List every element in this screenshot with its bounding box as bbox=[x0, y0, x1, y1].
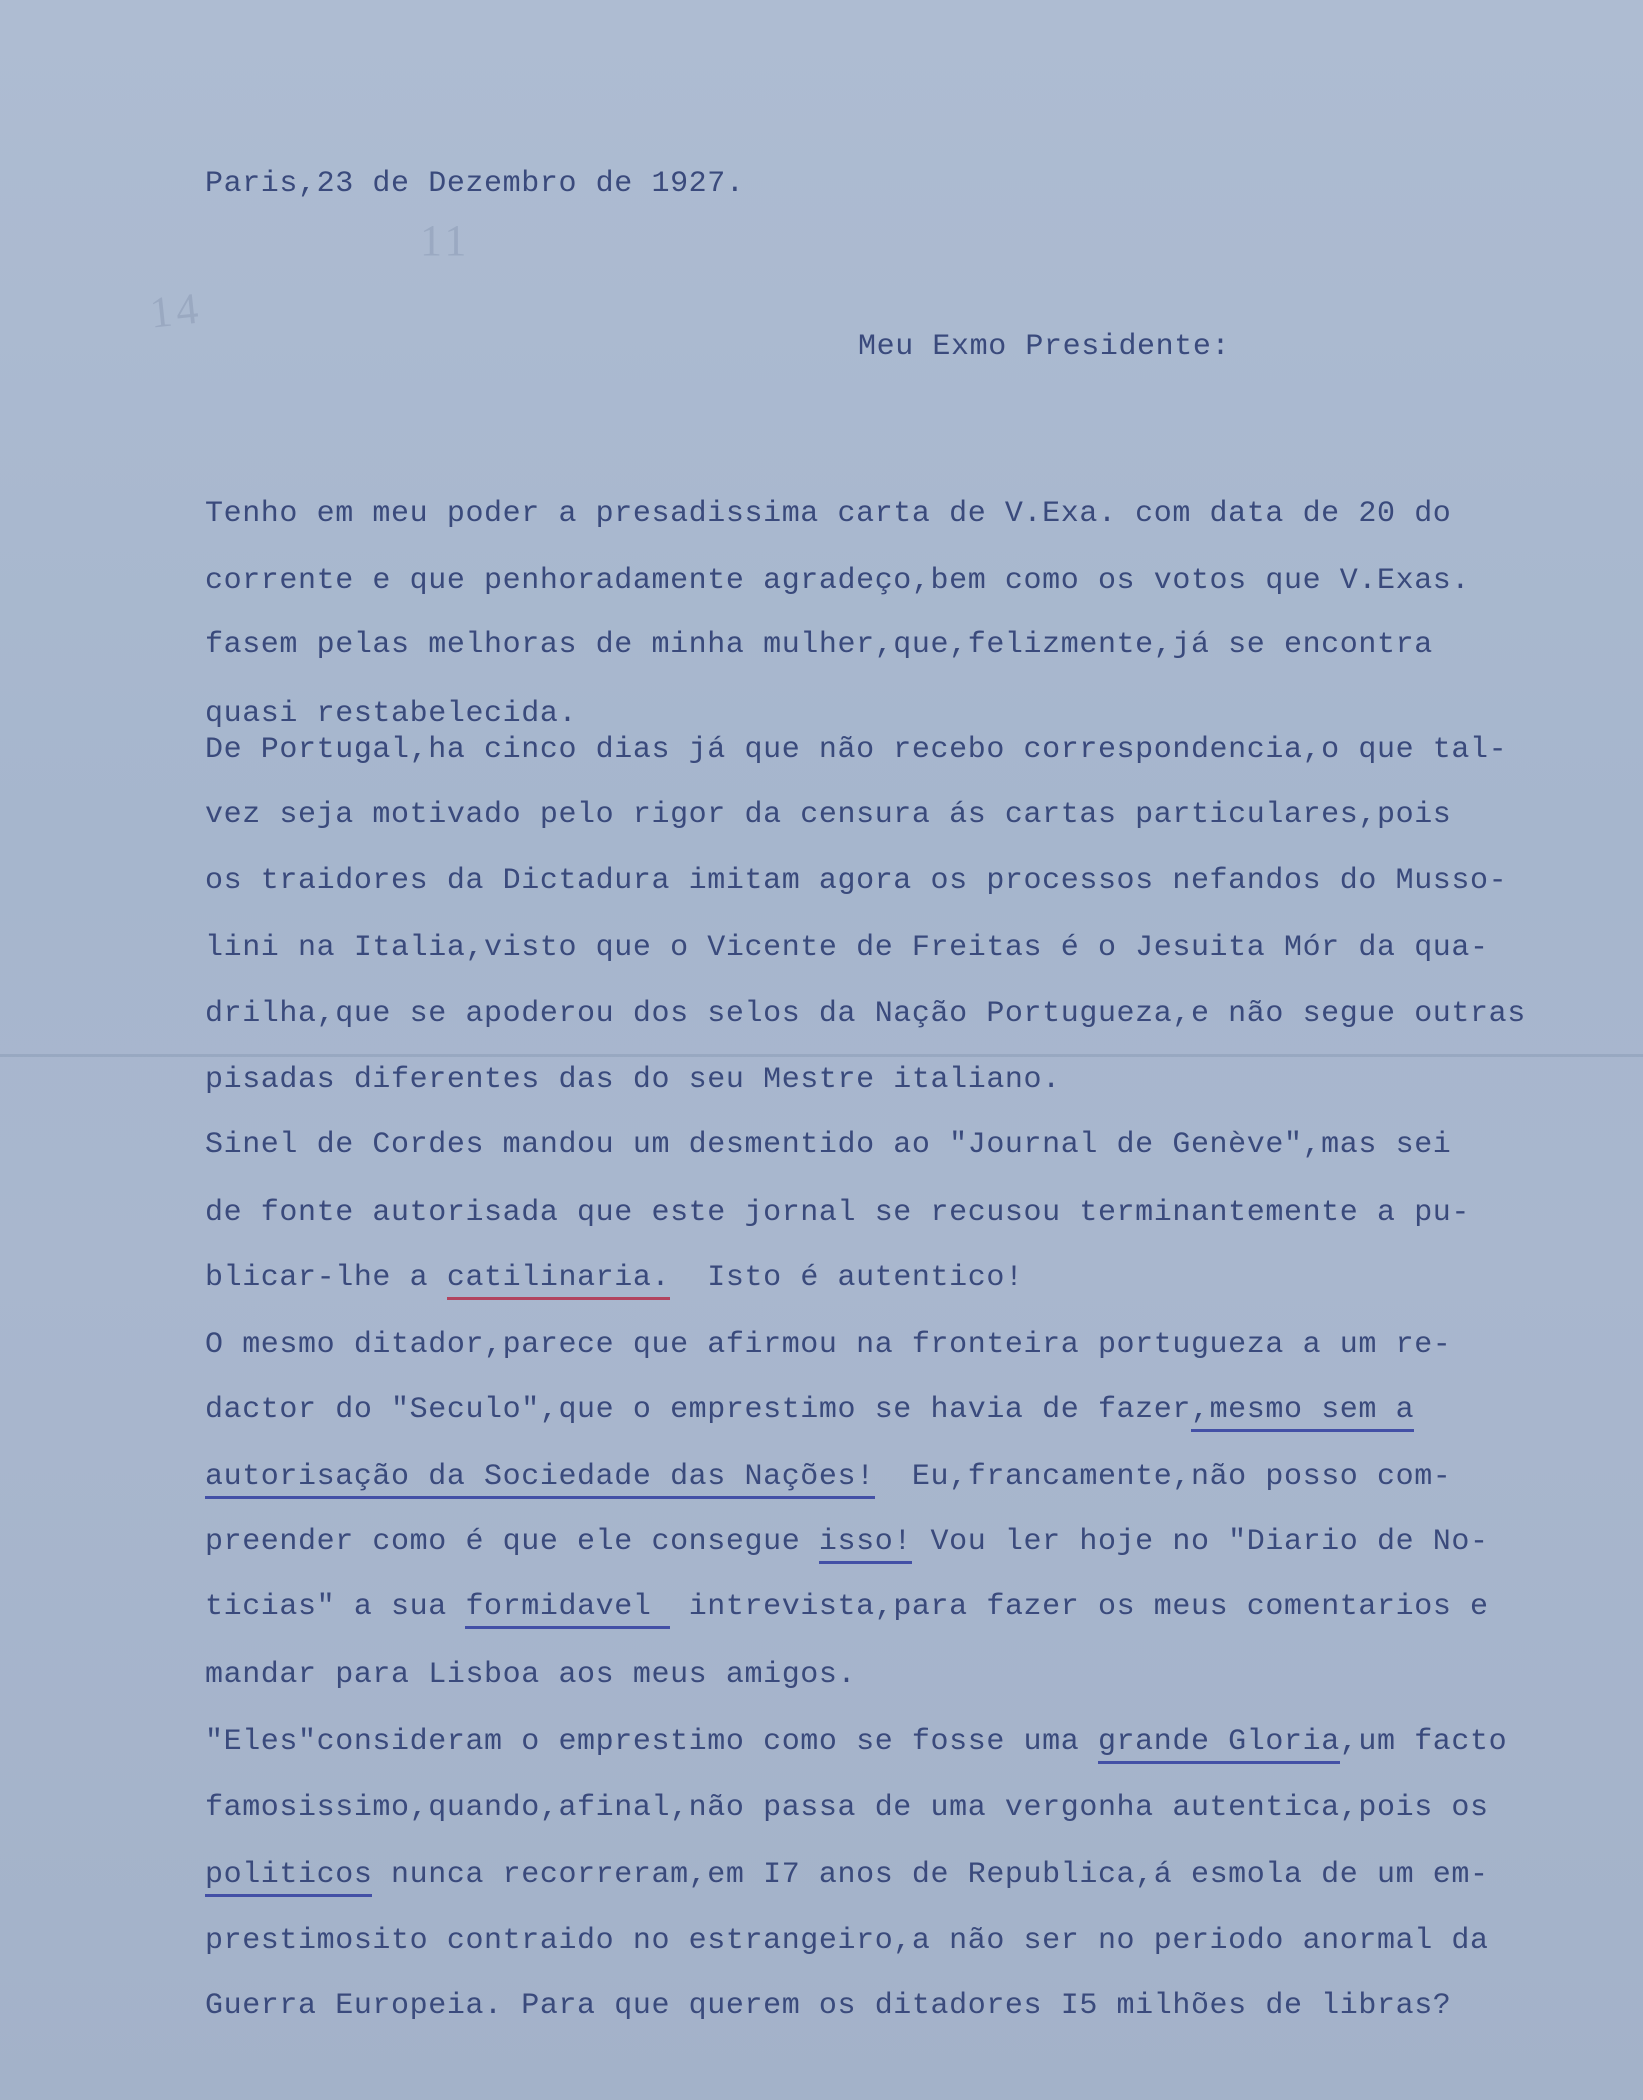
faint-pencil-mark: 11 bbox=[420, 216, 471, 265]
letter-line bbox=[205, 1128, 1451, 1162]
letter-line bbox=[205, 997, 1526, 1031]
letter-line bbox=[205, 931, 1489, 965]
letter-line-text: drilha,que se apoderou dos selos da Nação Portugueza,e não segue outras bbox=[205, 997, 1526, 1031]
letter-greeting: Meu Exmo Presidente: bbox=[858, 330, 1231, 364]
letter-line bbox=[205, 1196, 1470, 1230]
underlined-emphasis: politicos bbox=[205, 1858, 372, 1897]
underlined-emphasis: ,mesmo sem a bbox=[1191, 1393, 1414, 1432]
letter-line-text: os traidores da Dictadura imitam agora os processos nefandos do Musso- bbox=[205, 864, 1508, 898]
faint-pencil-mark: 14 bbox=[147, 283, 205, 338]
letter-line bbox=[205, 697, 577, 731]
letter-line bbox=[205, 798, 1451, 832]
letter-line-text: ,um facto bbox=[1339, 1725, 1508, 1759]
letter-line bbox=[205, 1725, 1507, 1759]
letter-line-text: Guerra Europeia. Para que querem os ditadores I5 milhões de libras? bbox=[205, 1989, 1452, 2023]
letter-line-text: prestimosito contraido no estrangeiro,a não ser no periodo anormal da bbox=[205, 1924, 1489, 1958]
letter-line-text: De Portugal,ha cinco dias já que não recebo correspondencia,o que tal- bbox=[205, 733, 1508, 767]
letter-line bbox=[205, 1791, 1489, 1825]
letter-line-text: de fonte autorisada que este jornal se recusou terminantemente a pu- bbox=[205, 1196, 1470, 1230]
letter-line bbox=[205, 1658, 856, 1692]
letter-line bbox=[205, 1590, 1489, 1624]
letter-line-text: Isto é autentico! bbox=[670, 1261, 1024, 1295]
letter-line-text: dactor do "Seculo",que o emprestimo se havia de fazer bbox=[205, 1393, 1191, 1427]
letter-line-text: intrevista,para fazer os meus comentarios e bbox=[670, 1590, 1489, 1624]
letter-line-text: Tenho em meu poder a presadissima carta de V.Exa. com data de 20 do bbox=[205, 497, 1452, 531]
letter-line bbox=[205, 628, 1433, 662]
letter-line-text: corrente e que penhoradamente agradeço,bem como os votos que V.Exas. bbox=[205, 564, 1470, 598]
letter-line-text: Vou ler hoje no "Diario de No- bbox=[911, 1525, 1489, 1559]
underlined-emphasis: grande Gloria bbox=[1098, 1725, 1340, 1764]
letter-line bbox=[205, 1328, 1451, 1362]
letter-line-text: O mesmo ditador,parece que afirmou na fronteira portugueza a um re- bbox=[205, 1328, 1452, 1362]
letter-line-text: fasem pelas melhoras de minha mulher,que,felizmente,já se encontra bbox=[205, 628, 1433, 662]
letter-date: Paris,23 de Dezembro de 1927. bbox=[205, 167, 745, 201]
underlined-emphasis: catilinaria. bbox=[447, 1261, 670, 1300]
letter-line-text: Sinel de Cordes mandou um desmentido ao "Journal de Genève",mas sei bbox=[205, 1128, 1452, 1162]
letter-line-text: quasi restabelecida. bbox=[205, 697, 578, 731]
paper-fold bbox=[0, 1054, 1643, 1057]
letter-line-text: mandar para Lisboa aos meus amigos. bbox=[205, 1658, 857, 1692]
letter-line-text: "Eles"consideram o emprestimo como se fosse uma bbox=[205, 1725, 1098, 1759]
letter-line bbox=[205, 1063, 1061, 1097]
letter-line bbox=[205, 564, 1470, 598]
underlined-emphasis: isso! bbox=[819, 1525, 912, 1564]
letter-line-text: nunca recorreram,em I7 anos de Republica,á esmola de um em- bbox=[372, 1858, 1489, 1892]
letter-line bbox=[205, 1989, 1451, 2023]
letter-line bbox=[205, 864, 1507, 898]
letter-line bbox=[205, 1858, 1489, 1892]
letter-line-text: ticias" a sua bbox=[205, 1590, 466, 1624]
letter-line bbox=[205, 733, 1507, 767]
letter-line bbox=[205, 1393, 1414, 1427]
letter-line-text: blicar-lhe a bbox=[205, 1261, 447, 1295]
letter-line-text: lini na Italia,visto que o Vicente de Freitas é o Jesuita Mór da qua- bbox=[205, 931, 1489, 965]
letter-line bbox=[205, 1460, 1451, 1494]
letter-line-text: pisadas diferentes das do seu Mestre italiano. bbox=[205, 1063, 1061, 1097]
letter-line-text: vez seja motivado pelo rigor da censura ás cartas particulares,pois bbox=[205, 798, 1452, 832]
letter-line-text: famosissimo,quando,afinal,não passa de uma vergonha autentica,pois os bbox=[205, 1791, 1489, 1825]
underlined-emphasis: formidavel bbox=[465, 1590, 670, 1629]
underlined-emphasis: autorisação da Sociedade das Nações! bbox=[205, 1460, 875, 1499]
letter-line-text: preender como é que ele consegue bbox=[205, 1525, 819, 1559]
letter-line-text: Eu,francamente,não posso com- bbox=[874, 1460, 1452, 1494]
letter-line bbox=[205, 497, 1451, 531]
letter-line bbox=[205, 1924, 1489, 1958]
letter-line bbox=[205, 1261, 1024, 1295]
letter-line bbox=[205, 1525, 1489, 1559]
